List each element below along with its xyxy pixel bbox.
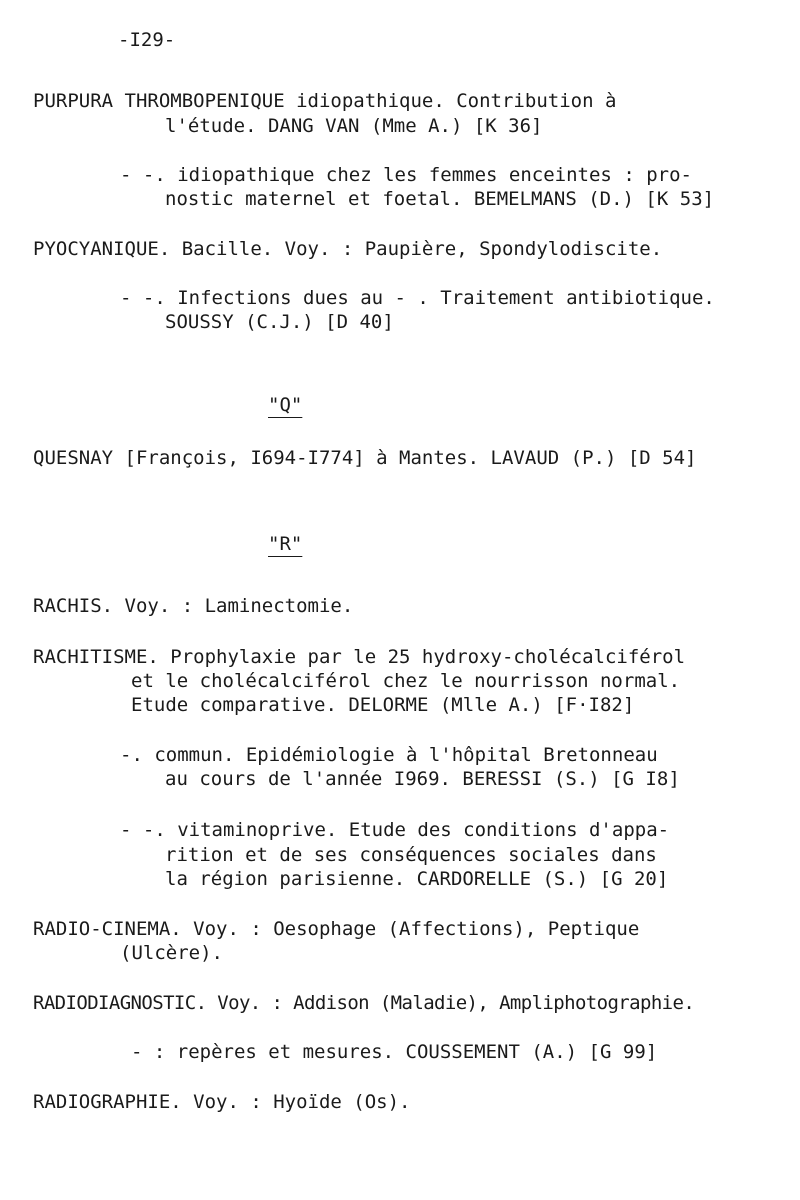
entry-radiodiagnostic-line-1: RADIODIAGNOSTIC. Voy. : Addison (Maladie), Ampliphotographie. [33,992,695,1014]
entry-purpura-sub-line-2: nostic maternel et foetal. BEMELMANS (D.) [K 53] [165,188,715,210]
entry-purpura-line-2: l'étude. DANG VAN (Mme A.) [K 36] [165,115,543,137]
entry-rachitisme-sub2-line-1: - -. vitaminoprive. Etude des conditions d'appa- [120,819,670,841]
entry-rachitisme-line-1: RACHITISME. Prophylaxie par le 25 hydroxy-cholécalciférol [33,646,686,668]
entry-quesnay-line-1: QUESNAY [François, I694-I774] à Mantes. LAVAUD (P.) [D 54] [33,447,697,469]
section-heading-q [268,393,302,417]
entry-rachitisme-sub2-line-3: la région parisienne. CARDORELLE (S.) [G 20] [165,868,669,890]
entry-radiographie-line-1: RADIOGRAPHIE. Voy. : Hyoïde (Os). [33,1091,411,1113]
section-heading-r-text: "R" [268,533,303,555]
entry-rachitisme-sub1-line-1: -. commun. Epidémiologie à l'hôpital Bretonneau [120,744,658,766]
entry-radio-cinema-line-2: (Ulcère). [120,942,223,964]
entry-radiodiagnostic-sub-line-1: - : repères et mesures. COUSSEMENT (A.) [G 99] [131,1041,658,1063]
entry-rachitisme-line-2: et le cholécalciférol chez le nourrisson normal. [131,670,681,692]
page-number: -I29- [118,29,176,51]
section-heading-r [268,532,302,556]
entry-rachis-line-1: RACHIS. Voy. : Laminectomie. [33,595,354,617]
entry-pyocyanique-sub-line-2: SOUSSY (C.J.) [D 40] [165,311,394,333]
entry-purpura-line-1: PURPURA THROMBOPENIQUE idiopathique. Contribution à [33,90,617,112]
entry-rachitisme-sub1-line-2: au cours de l'année I969. BERESSI (S.) [G I8] [165,768,680,790]
entry-radio-cinema-line-1: RADIO-CINEMA. Voy. : Oesophage (Affections), Peptique [33,918,640,940]
entry-rachitisme-line-3: Etude comparative. DELORME (Mlle A.) [F·I82] [131,694,635,716]
entry-purpura-sub-line-1: - -. idiopathique chez les femmes enceintes : pro- [120,164,692,186]
entry-rachitisme-sub2-line-2: rition et de ses conséquences sociales dans [165,844,657,866]
entry-pyocyanique-line-1: PYOCYANIQUE. Bacille. Voy. : Paupière, Spondylodiscite. [33,238,663,260]
section-heading-q-text: "Q" [268,394,303,416]
entry-pyocyanique-sub-line-1: - -. Infections dues au - . Traitement antibiotique. [120,287,715,309]
